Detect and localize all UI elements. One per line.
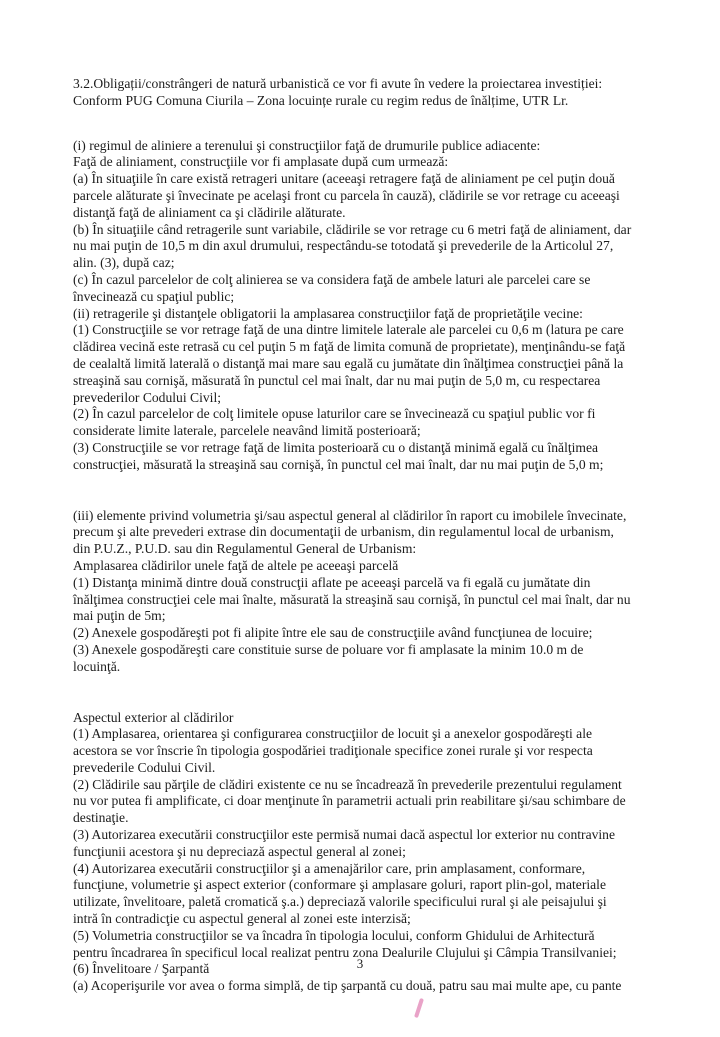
intro-block xyxy=(73,76,667,110)
text-line: (ii) retragerile şi distanţele obligatorii la amplasarea construcţiilor faţă de proprietăţile vecine: xyxy=(73,305,583,321)
section-heading: 3.2.Obligații/constrângeri de natură urbanistică ce vor fi avute în vedere la proiectarea investiției: xyxy=(73,76,603,91)
text-line: (b) În situaţiile când retragerile sunt variabile, clădirile se vor retrage cu 6 metri faţă de aliniament, dar xyxy=(73,221,632,237)
text-line: nu vor putea fi amplificate, ci doar menţinute în parametrii actuali prin reabilitare şi/sau schimbare de xyxy=(73,793,626,809)
page-number: 3 xyxy=(356,956,364,971)
text-line: parcele alăturate şi învecinate pe acelaşi front cu parcela în cauză), clădirile se vor retrage cu aceeaşi xyxy=(73,187,620,203)
text-line: de cealaltă limită laterală o distanţă mai mare sau egală cu jumătate din înălţimea construcţiei până la xyxy=(73,355,624,371)
text-line: (6) Învelitoare / Şarpantă xyxy=(73,961,210,977)
text-line: Conform PUG Comuna Ciurila – Zona locuințe rurale cu regim redus de înălțime, UTR Lr. xyxy=(73,92,569,108)
text-line: (2) Clădirile sau părţile de clădiri existente ce nu se încadrează în prevederile prezentului regulament xyxy=(73,776,622,792)
section-heading: Aspectul exterior al clădirilor xyxy=(73,709,234,725)
text-line: (a) Acoperişurile vor avea o forma simplă, de tip şarpantă cu două, patru sau mai multe ape, cu pante xyxy=(73,978,622,994)
text-line: (1) Distanţa minimă dintre două construcţii aflate pe aceeaşi parcelă va fi egală cu jumătate din xyxy=(73,574,591,590)
text-line: acestora se vor înscrie în tipologia gospodăriei tradiţionale specifice zonei rurale şi vor respecta xyxy=(73,743,593,759)
text-line: înălţimea construcţiei cele mai înalte, măsurată la streaşină sau cornişă, în punctul cel mai înalt, dar nu xyxy=(73,591,631,607)
text-line: (5) Volumetria construcţiilor se va încadra în tipologia locului, conform Ghidului de Arhitectură xyxy=(73,927,595,943)
exterior-aspect-section xyxy=(73,710,667,996)
text-line: nu mai puţin de 10,5 m din axul drumului, respectându-se totodată şi prevederile de la Articolul 27, xyxy=(73,238,614,254)
text-line: (iii) elemente privind volumetria şi/sau aspectul general al clădirilor în raport cu imobilele învecinate, xyxy=(73,507,627,523)
text-line: (i) regimul de aliniere a terenului şi construcţiilor faţă de drumurile publice adiacente: xyxy=(73,137,541,153)
text-line: (2) Anexele gospodăreşti pot fi alipite între ele sau de construcţiile având funcţiunea de locuire; xyxy=(73,625,593,641)
text-line: învecinează cu spaţiul public; xyxy=(73,288,235,304)
text-line: locuinţă. xyxy=(73,658,121,674)
text-line: (3) Construcţiile se vor retrage faţă de limita posterioară cu o distanţă minimă egală cu înălţimea xyxy=(73,439,599,455)
text-line: pentru încadrarea în specificul local realizat pentru zona Dealurile Clujului şi Câmpia Transilvaniei; xyxy=(73,944,617,960)
text-line: funcţiunii acestora şi nu depreciază aspectul general al zonei; xyxy=(73,843,406,859)
text-line: prevederilor Codului Civil; xyxy=(73,389,221,405)
text-line: utilizate, învelitoare, paletă cromatică ş.a.) depreciază valorile specificului rural şi ale peisajului şi xyxy=(73,894,607,910)
text-line: Faţă de aliniament, construcţiile vor fi amplasate după cum urmează: xyxy=(73,154,449,170)
text-line: (a) În situaţiile în care există retrageri unitare (aceeaşi retragere faţă de aliniament pe cel puţin două xyxy=(73,171,615,187)
text-line: distanţă faţă de aliniament ca şi clădirile alăturate. xyxy=(73,204,346,220)
text-line: streaşină sau cornişă, măsurată în punctul cel mai înalt, dar nu mai puţin de 5,0 m, cu respectarea xyxy=(73,372,601,388)
text-line: destinaţie. xyxy=(73,810,129,826)
text-line: mai puţin de 5m; xyxy=(73,608,166,624)
text-line: (1) Construcţiile se vor retrage faţă de una dintre limitele laterale ale parcelei cu 0,6 m (latura pe care xyxy=(73,322,624,338)
document-body xyxy=(73,76,667,995)
text-line: construcţiei, măsurată la streaşină sau cornişă, în punctul cel mai înalt, dar nu mai puţin de 5,0 m; xyxy=(73,456,604,472)
text-line: precum şi alte prevederi extrase din documentaţii de urbanism, din regulamentul local de urbanism, xyxy=(73,524,614,540)
text-line: (3) Autorizarea executării construcţiilor este permisă numai dacă aspectul lor exterior nu contravine xyxy=(73,827,616,843)
text-line: (3) Anexele gospodăreşti care constituie surse de poluare vor fi amplasate la minim 10.0 m de xyxy=(73,641,584,657)
volumetry-section xyxy=(73,508,667,676)
text-line: clădirea vecină este retrasă cu cel puţin 5 m faţă de limita comună de proprietate), menţinându-se faţă xyxy=(73,339,626,355)
text-line: Amplasarea clădirilor unele faţă de altele pe aceeaşi parcelă xyxy=(73,557,399,573)
text-line: considerate limite laterale, parcelele neavând limită posterioară; xyxy=(73,423,421,439)
ink-mark xyxy=(414,998,424,1018)
text-line: (4) Autorizarea executării construcţiilor şi a amenajărilor care, prin amplasament, conformare, xyxy=(73,860,586,876)
text-line: din P.U.Z., P.U.D. sau din Regulamentul General de Urbanism: xyxy=(73,541,417,557)
text-line: prevederile Codului Civil. xyxy=(73,759,216,775)
alignment-section xyxy=(73,138,667,474)
text-line: intră în contradicţie cu aspectul general al zonei este interzisă; xyxy=(73,911,411,927)
text-line: (2) În cazul parcelelor de colţ limitele opuse laturilor care se învecinează cu spaţiul public vor fi xyxy=(73,406,596,422)
text-line: funcţiune, volumetrie şi aspect exterior (conformare şi amplasare goluri, raport plin-gol, materiale xyxy=(73,877,606,893)
text-line: (1) Amplasarea, orientarea şi configurarea construcţiilor de locuit şi a anexelor gospodăreşti ale xyxy=(73,726,592,742)
text-line: (c) În cazul parcelelor de colţ alinierea se va considera faţă de ambele laturi ale parcelei care se xyxy=(73,271,591,287)
text-line: alin. (3), după caz; xyxy=(73,255,175,271)
